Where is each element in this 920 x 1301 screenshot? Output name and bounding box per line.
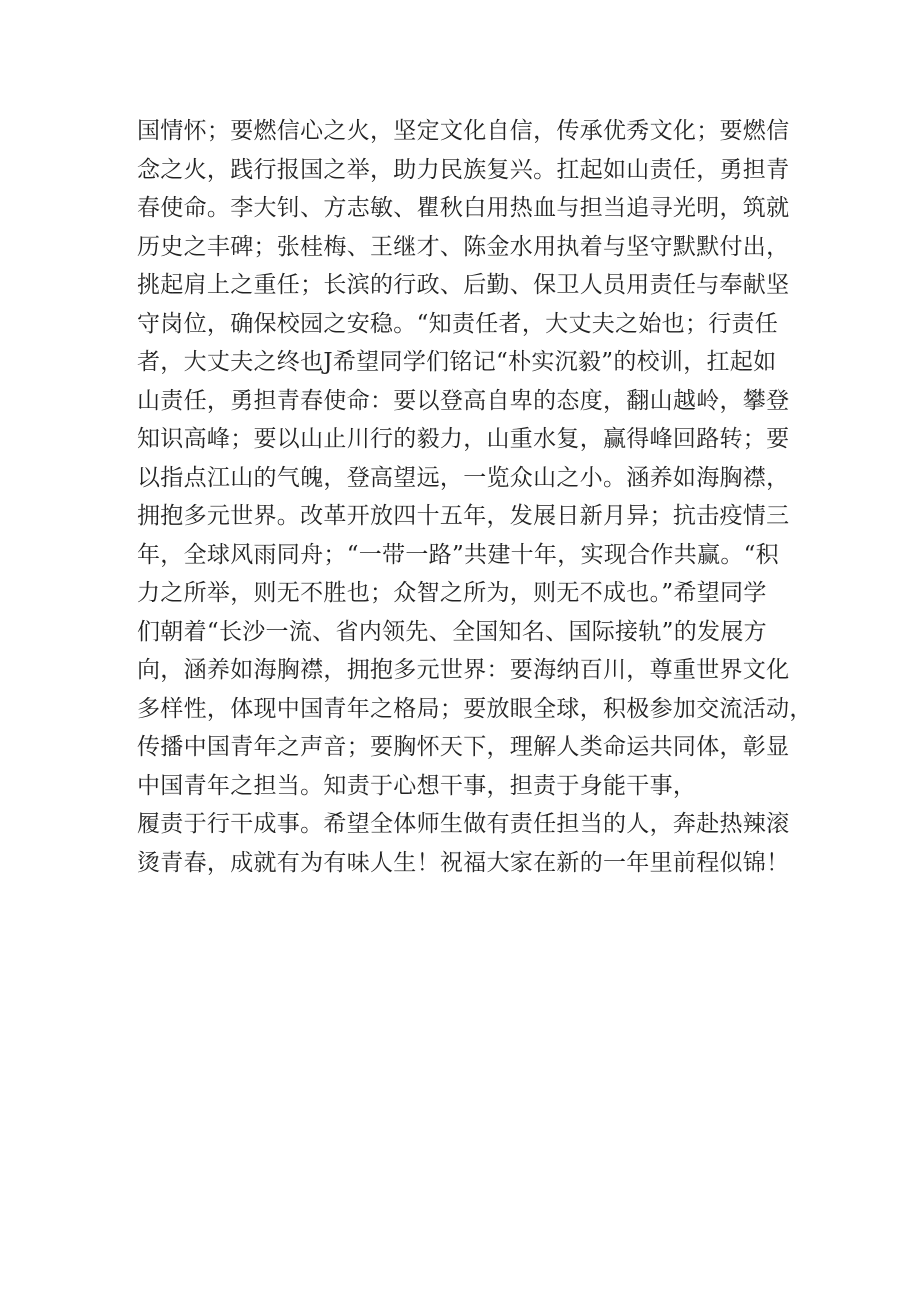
text-line: 传播中国青年之声音；要胸怀天下，理解人类命运共同体，彰显 — [137, 734, 790, 760]
text-line: 年，全球风雨同舟；“一带一路”共建十年，实现合作共赢。“积 — [137, 541, 779, 568]
text-line: 们朝着“长沙一流、省内领先、全国知名、国际接轨”的发展方 — [137, 618, 767, 645]
body-text — [137, 112, 817, 882]
text-line: 念之火，践行报国之举，助力民族复兴。扛起如山责任，勇担青 — [137, 156, 790, 183]
text-line: 中国青年之担当。知责于心想干事，担责于身能干事， — [137, 772, 697, 799]
text-line: 历史之丰碑；张桂梅、王继才、陈金水用执着与坚守默默付出， — [137, 233, 790, 260]
text-line: 履责于行干成事。希望全体师生做有责任担当的人，奔赴热辣滚 — [137, 811, 790, 837]
text-line: 多样性，体现中国青年之格局；要放眼全球，积极参加交流活动， — [137, 695, 813, 722]
text-line: 守岗位，确保校园之安稳。“知责任者，大丈夫之始也；行责任 — [137, 310, 779, 337]
text-line: 向，涵养如海胸襟，拥抱多元世界：要海纳百川，尊重世界文化 — [137, 657, 790, 683]
text-line: 国情怀；要燃信心之火，坚定文化自信，传承优秀文化；要燃信 — [137, 118, 790, 144]
text-line: 者，大丈夫之终也J希望同学们铭记“朴实沉毅”的校训，扛起如 — [137, 349, 777, 375]
text-line: 力之所举，则无不胜也；众智之所为，则无不成也。”希望同学 — [137, 580, 767, 606]
text-line: 拥抱多元世界。改革开放四十五年，发展日新月异；抗击疫情三 — [137, 503, 790, 529]
text-line: 知识高峰；要以山止川行的毅力，山重水复，赢得峰回路转；要 — [137, 426, 790, 452]
text-line: 挑起肩上之重任；长滨的行政、后勤、保卫人员用责任与奉献坚 — [137, 272, 790, 298]
text-line: 烫青春，成就有为有味人生！祝福大家在新的一年里前程似锦！ — [137, 849, 790, 876]
text-line: 春使命。李大钊、方志敏、瞿秋白用热血与担当追寻光明，筑就 — [137, 195, 790, 221]
text-line: 以指点江山的气魄，登高望远，一览众山之小。涵养如海胸襟， — [137, 464, 790, 491]
text-line: 山责任，勇担青春使命：要以登高自卑的态度，翻山越岭，攀登 — [137, 387, 790, 414]
